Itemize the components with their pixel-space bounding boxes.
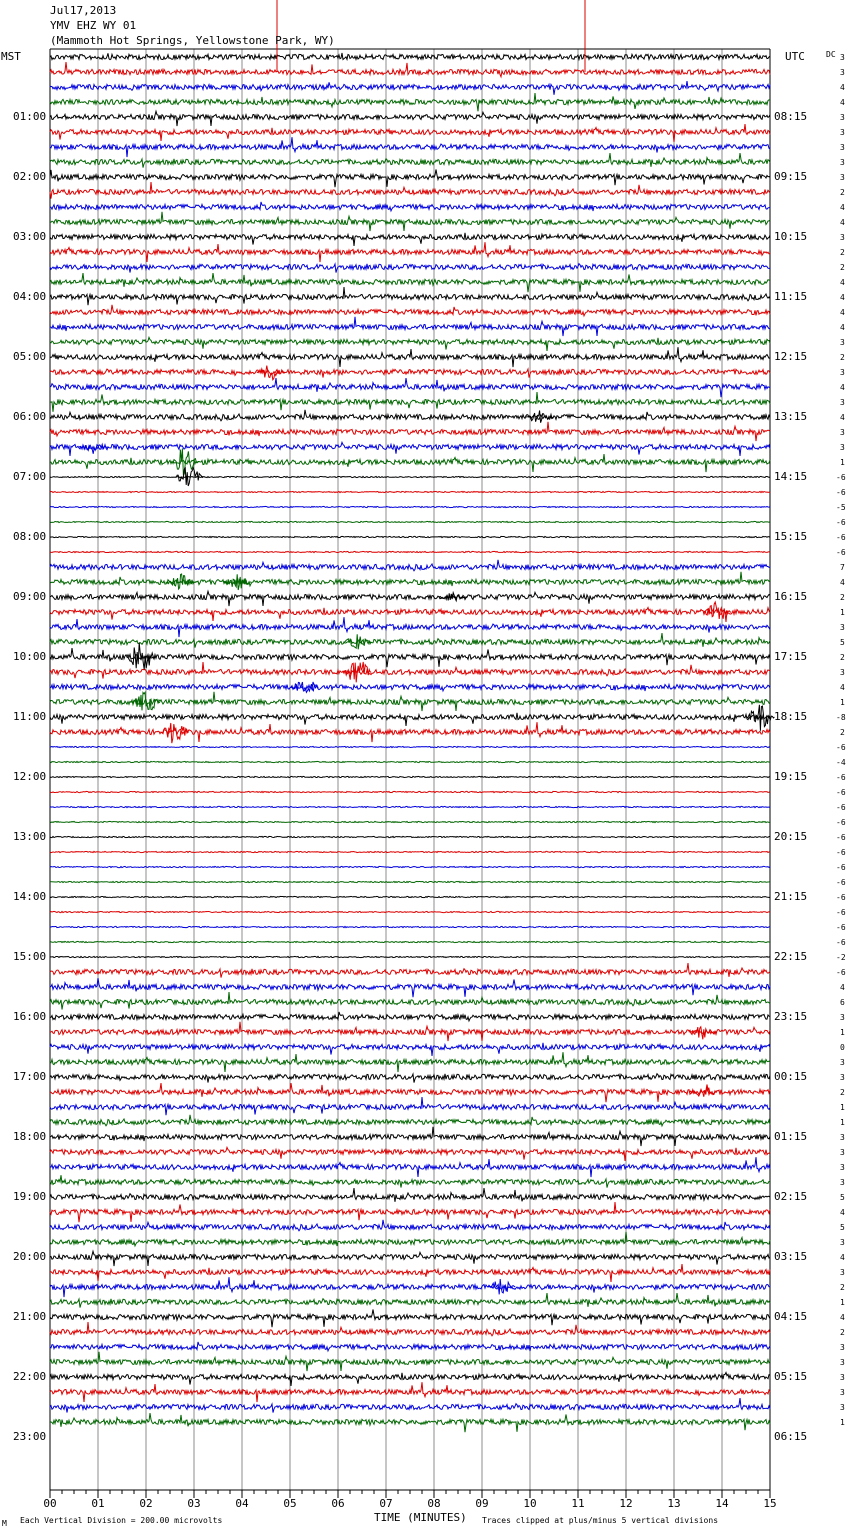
utc-hour-label: 08:15 <box>774 110 808 123</box>
trace-row <box>50 806 770 807</box>
trace-row <box>50 1202 770 1222</box>
dc-offset-value: 3 <box>840 668 845 677</box>
utc-hour-label: 23:15 <box>774 1010 808 1023</box>
utc-hour-label: 13:15 <box>774 410 808 423</box>
mst-hour-label: 04:00 <box>13 290 47 303</box>
x-axis-label: TIME (MINUTES) <box>374 1511 467 1524</box>
dc-offset-value: 3 <box>840 113 845 122</box>
mst-hour-label: 09:00 <box>13 590 47 603</box>
dc-offset-value: 2 <box>840 188 845 197</box>
dc-offset-value: 4 <box>840 218 845 227</box>
trace-row <box>50 137 770 157</box>
trace-row <box>50 1293 770 1308</box>
dc-offset-value: 5 <box>840 1193 845 1202</box>
dc-offset-value: 1 <box>840 1418 845 1427</box>
dc-offset-value: -6 <box>836 923 846 932</box>
mst-hour-label: 02:00 <box>13 170 47 183</box>
trace-row <box>50 682 770 691</box>
dc-offset-value: 4 <box>840 1313 845 1322</box>
dc-offset-value: 3 <box>840 128 845 137</box>
utc-hour-label: 02:15 <box>774 1190 808 1203</box>
trace-row <box>50 1398 770 1413</box>
trace-row <box>50 821 770 822</box>
mst-hour-label: 12:00 <box>13 770 47 783</box>
dc-offset-value: 3 <box>840 1133 845 1142</box>
x-tick-label: 01 <box>91 1497 105 1510</box>
trace-row <box>50 287 770 305</box>
dc-offset-value: -6 <box>836 968 846 977</box>
x-tick-label: 12 <box>619 1497 633 1510</box>
trace-row <box>50 153 770 168</box>
utc-hour-label: 03:15 <box>774 1250 808 1263</box>
dc-offset-value: 4 <box>840 578 845 587</box>
trace-row <box>50 963 770 978</box>
trace-row <box>50 273 770 292</box>
dc-offset-value: 4 <box>840 983 845 992</box>
trace-row <box>50 722 770 742</box>
dc-offset-value: -6 <box>836 488 846 497</box>
dc-offset-value: 4 <box>840 683 845 692</box>
dc-offset-value: 3 <box>840 233 845 242</box>
mst-hour-label: 18:00 <box>13 1130 47 1143</box>
trace-row <box>50 242 770 262</box>
utc-hour-label: 22:15 <box>774 950 808 963</box>
utc-hour-label: 04:15 <box>774 1310 808 1323</box>
dc-offset-value: 3 <box>840 338 845 347</box>
dc-offset-value: 4 <box>840 308 845 317</box>
utc-hour-label: 16:15 <box>774 590 808 603</box>
trace-row <box>50 941 770 942</box>
dc-offset-value: 1 <box>840 458 845 467</box>
dc-offset-value: -5 <box>836 503 846 512</box>
dc-offset-value: 0 <box>840 1043 845 1052</box>
x-tick-label: 08 <box>427 1497 441 1510</box>
dc-offset-value: 3 <box>840 428 845 437</box>
corner-mark: M <box>2 1519 7 1528</box>
event-burst <box>257 366 285 380</box>
dc-offset-value: 2 <box>840 1283 845 1292</box>
mst-hour-label: 06:00 <box>13 410 47 423</box>
utc-hour-label: 10:15 <box>774 230 808 243</box>
utc-hour-label: 11:15 <box>774 290 808 303</box>
left-timezone-label: MST <box>1 50 21 63</box>
event-burst <box>127 643 155 670</box>
trace-row <box>50 1052 770 1072</box>
dc-offset-value: -4 <box>836 758 846 767</box>
trace-row <box>50 378 770 397</box>
station-label: YMV EHZ WY 01 <box>50 19 137 32</box>
dc-offset-value: 3 <box>840 1013 845 1022</box>
trace-row <box>50 1157 770 1177</box>
dc-offset-value: 3 <box>840 53 845 62</box>
x-tick-label: 11 <box>571 1497 585 1510</box>
dc-offset-value: 4 <box>840 203 845 212</box>
mst-hour-label: 01:00 <box>13 110 47 123</box>
dc-offset-value: 4 <box>840 1253 845 1262</box>
dc-offset-value: 5 <box>840 1223 845 1232</box>
scale-note: Each Vertical Division = 200.00 microvolts <box>20 1516 223 1525</box>
dc-offset-value: 3 <box>840 173 845 182</box>
mst-hour-label: 20:00 <box>13 1250 47 1263</box>
dc-offset-value: 2 <box>840 1328 845 1337</box>
time-axis <box>43 1490 776 1510</box>
trace-row <box>50 93 770 111</box>
dc-offset-value: 2 <box>840 248 845 257</box>
dc-offset-value: 1 <box>840 698 845 707</box>
trace-row <box>50 347 770 367</box>
trace-row <box>50 776 770 777</box>
dc-offset-value: 1 <box>840 608 845 617</box>
trace-row <box>50 978 770 997</box>
trace-row <box>50 1413 770 1432</box>
trace-row <box>50 1022 770 1041</box>
dc-offset-value: -6 <box>836 863 846 872</box>
dc-offset-value: 3 <box>840 1358 845 1367</box>
dc-offset-value: 2 <box>840 263 845 272</box>
dc-label: DC <box>826 50 836 59</box>
trace-row <box>50 442 770 456</box>
seismic-traces <box>50 53 770 1432</box>
trace-row <box>50 1097 770 1115</box>
trace-row <box>50 1012 770 1021</box>
trace-row <box>50 124 770 142</box>
clip-note: Traces clipped at plus/minus 5 vertical divisions <box>482 1516 719 1525</box>
trace-row <box>50 1264 770 1282</box>
x-tick-label: 15 <box>763 1497 777 1510</box>
dc-offset-value: 3 <box>840 1238 845 1247</box>
trace-row <box>50 572 770 586</box>
trace-row <box>50 926 770 927</box>
dc-offset-value: 3 <box>840 1073 845 1082</box>
trace-row <box>50 851 770 852</box>
trace-row <box>50 317 770 336</box>
x-tick-label: 06 <box>331 1497 345 1510</box>
trace-row <box>50 392 770 412</box>
trace-row <box>50 1277 770 1297</box>
dc-offset-value: 2 <box>840 353 845 362</box>
dc-offset-value: 2 <box>840 653 845 662</box>
trace-row <box>50 1147 770 1161</box>
dc-offset-value: -6 <box>836 878 846 887</box>
x-tick-label: 09 <box>475 1497 489 1510</box>
trace-row <box>50 836 770 837</box>
trace-row <box>50 1127 770 1146</box>
trace-row <box>50 369 770 378</box>
dc-offset-value: 2 <box>840 1088 845 1097</box>
trace-row <box>50 560 770 571</box>
trace-row <box>50 1342 770 1351</box>
trace-row <box>50 551 770 552</box>
trace-row <box>50 648 770 667</box>
utc-hour-label: 15:15 <box>774 530 808 543</box>
x-tick-label: 05 <box>283 1497 297 1510</box>
dc-offset-value: 1 <box>840 1118 845 1127</box>
dc-offset-value: 3 <box>840 1148 845 1157</box>
x-tick-label: 13 <box>667 1497 681 1510</box>
trace-row <box>50 212 770 231</box>
trace-row <box>50 1352 770 1371</box>
dc-offset-value: -6 <box>836 533 846 542</box>
trace-row <box>50 896 770 897</box>
dc-offset-value: 3 <box>840 623 845 632</box>
utc-hour-label: 20:15 <box>774 830 808 843</box>
dc-offset-value: 4 <box>840 83 845 92</box>
trace-row <box>50 53 770 60</box>
trace-row <box>50 536 770 537</box>
dc-offset-value: -6 <box>836 833 846 842</box>
trace-row <box>50 491 770 492</box>
x-tick-label: 04 <box>235 1497 249 1510</box>
trace-row <box>50 305 770 316</box>
utc-hour-label: 18:15 <box>774 710 808 723</box>
dc-offset-value: 3 <box>840 1058 845 1067</box>
dc-offset-value: -6 <box>836 743 846 752</box>
event-burst <box>161 723 189 743</box>
trace-row <box>50 521 770 522</box>
mst-hour-label: 15:00 <box>13 950 47 963</box>
mst-hour-label: 19:00 <box>13 1190 47 1203</box>
trace-row <box>50 202 770 211</box>
trace-row <box>50 410 770 421</box>
mst-hour-label: 22:00 <box>13 1370 47 1383</box>
trace-row <box>50 633 770 648</box>
utc-hour-label: 09:15 <box>774 170 808 183</box>
x-tick-label: 03 <box>187 1497 201 1510</box>
location-label: (Mammoth Hot Springs, Yellowstone Park, WY) <box>50 34 335 47</box>
dc-offset-value: 5 <box>840 638 845 647</box>
mst-hour-label: 07:00 <box>13 470 47 483</box>
utc-hour-label: 12:15 <box>774 350 808 363</box>
mst-hour-label: 05:00 <box>13 350 47 363</box>
dc-offset-value: 3 <box>840 368 845 377</box>
mst-hour-label: 21:00 <box>13 1310 47 1323</box>
trace-row <box>50 62 770 77</box>
trace-row <box>50 956 770 957</box>
dc-offset-value: -6 <box>836 893 846 902</box>
utc-hour-label: 00:15 <box>774 1070 808 1083</box>
dc-offset-value: 3 <box>840 158 845 167</box>
utc-hour-label: 21:15 <box>774 890 808 903</box>
dc-offset-value: 3 <box>840 443 845 452</box>
dc-offset-value: 3 <box>840 1268 845 1277</box>
dc-offset-value: 3 <box>840 1163 845 1172</box>
event-burst <box>290 682 318 692</box>
dc-offset-value: -6 <box>836 818 846 827</box>
trace-row <box>50 713 770 726</box>
trace-row <box>50 506 770 507</box>
trace-row <box>50 911 770 912</box>
trace-row <box>50 111 770 126</box>
dc-offset-value: 6 <box>840 998 845 1007</box>
trace-row <box>50 1043 770 1056</box>
dc-offset-value: -6 <box>836 848 846 857</box>
dc-offset-value: 4 <box>840 323 845 332</box>
utc-hour-label: 05:15 <box>774 1370 808 1383</box>
dc-offset-value: 4 <box>840 1208 845 1217</box>
mst-hour-label: 13:00 <box>13 830 47 843</box>
dc-offset-value: 4 <box>840 98 845 107</box>
utc-hour-label: 06:15 <box>774 1430 808 1443</box>
dc-offset-value: -6 <box>836 473 846 482</box>
mst-hour-label: 23:00 <box>13 1430 47 1443</box>
x-tick-label: 07 <box>379 1497 393 1510</box>
dc-offset-value: 3 <box>840 68 845 77</box>
trace-row <box>50 337 770 351</box>
x-tick-label: 00 <box>43 1497 57 1510</box>
trace-row <box>50 1382 770 1402</box>
trace-row <box>50 1083 770 1102</box>
trace-row <box>50 591 770 606</box>
dc-offset-value: 1 <box>840 1028 845 1037</box>
dc-offset-value: -8 <box>836 713 846 722</box>
dc-offset-value: -6 <box>836 518 846 527</box>
dc-offset-value: 3 <box>840 1388 845 1397</box>
utc-hour-label: 01:15 <box>774 1130 808 1143</box>
dc-offset-value: -6 <box>836 908 846 917</box>
mst-hour-label: 03:00 <box>13 230 47 243</box>
dc-offset-value: 3 <box>840 1343 845 1352</box>
dc-offset-value: 3 <box>840 1178 845 1187</box>
trace-row <box>50 182 770 199</box>
dc-offset-value: 3 <box>840 1373 845 1382</box>
dc-offset-value: 3 <box>840 143 845 152</box>
trace-row <box>50 881 770 882</box>
x-tick-label: 02 <box>139 1497 153 1510</box>
dc-offset-value: -6 <box>836 788 846 797</box>
trace-row <box>50 1373 770 1387</box>
date-label: Jul17,2013 <box>50 4 117 17</box>
trace-row <box>50 791 770 792</box>
trace-row <box>50 746 770 747</box>
trace-row <box>50 1322 770 1336</box>
dc-offset-value: -6 <box>836 803 846 812</box>
dc-offset-value: 3 <box>840 1403 845 1412</box>
mst-hour-label: 17:00 <box>13 1070 47 1083</box>
trace-row <box>50 169 770 187</box>
trace-row <box>50 1232 770 1246</box>
trace-row <box>50 992 770 1009</box>
trace-row <box>50 422 770 441</box>
trace-row <box>50 1074 770 1083</box>
dc-offset-value: 2 <box>840 728 845 737</box>
utc-hour-label: 14:15 <box>774 470 808 483</box>
dc-offset-value: -6 <box>836 773 846 782</box>
dc-offset-value: 1 <box>840 1103 845 1112</box>
trace-row <box>50 761 770 762</box>
trace-row <box>50 233 770 246</box>
dc-offset-value: -6 <box>836 938 846 947</box>
trace-row <box>50 1251 770 1266</box>
trace-row <box>50 1115 770 1126</box>
x-tick-label: 10 <box>523 1497 537 1510</box>
dc-offset-value: -6 <box>836 548 846 557</box>
trace-row <box>50 662 770 679</box>
mst-hour-label: 10:00 <box>13 650 47 663</box>
mst-hour-label: 14:00 <box>13 890 47 903</box>
trace-row <box>50 1309 770 1327</box>
right-timezone-label: UTC <box>785 50 805 63</box>
dc-offset-value: -2 <box>836 953 846 962</box>
dc-offset-value: 4 <box>840 413 845 422</box>
dc-offset-value: 7 <box>840 563 845 572</box>
dc-offset-value: 4 <box>840 278 845 287</box>
mst-hour-label: 08:00 <box>13 530 47 543</box>
dc-offset-value: 4 <box>840 293 845 302</box>
dc-offset-value: 4 <box>840 383 845 392</box>
utc-hour-label: 19:15 <box>774 770 808 783</box>
trace-row <box>50 1220 770 1231</box>
trace-row <box>50 1175 770 1187</box>
dc-offset-value: 3 <box>840 398 845 407</box>
x-tick-label: 14 <box>715 1497 729 1510</box>
dc-offset-value: 1 <box>840 1298 845 1307</box>
trace-row <box>50 608 770 622</box>
mst-hour-label: 11:00 <box>13 710 47 723</box>
trace-row <box>50 264 770 273</box>
mst-hour-label: 16:00 <box>13 1010 47 1023</box>
trace-row <box>50 81 770 95</box>
trace-row <box>50 454 770 472</box>
trace-row <box>50 476 770 477</box>
dc-offset-value: 2 <box>840 593 845 602</box>
utc-hour-label: 17:15 <box>774 650 808 663</box>
event-burst <box>487 1279 515 1294</box>
trace-row <box>50 1188 770 1202</box>
trace-row <box>50 866 770 867</box>
